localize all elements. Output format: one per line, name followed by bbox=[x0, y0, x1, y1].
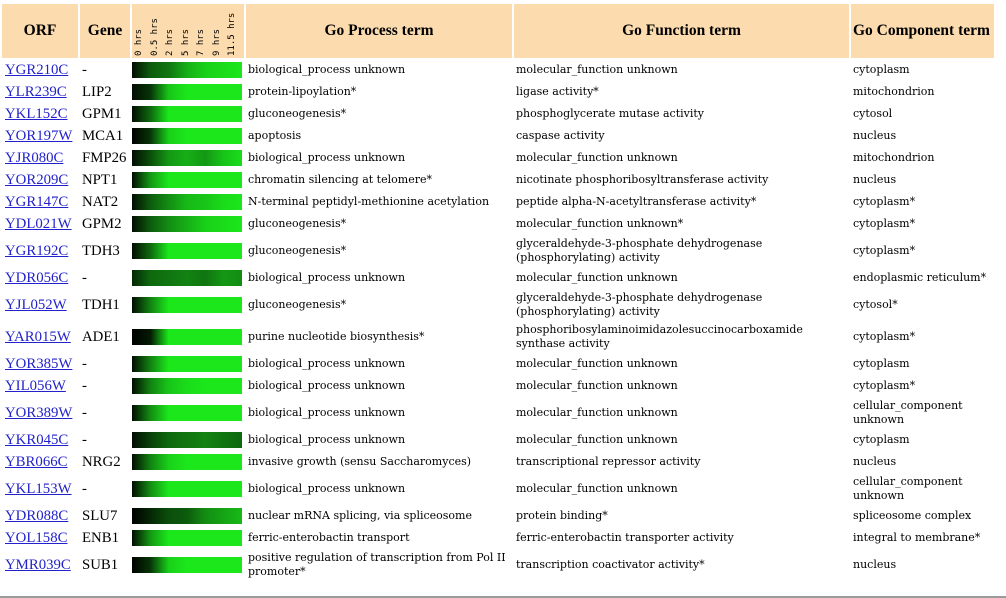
expression-heatmap-cell bbox=[132, 398, 244, 428]
expression-heatmap-cell bbox=[132, 104, 244, 124]
expression-heatmap-cell bbox=[132, 236, 244, 266]
orf-cell bbox=[2, 354, 78, 374]
table-row bbox=[2, 550, 994, 580]
header-gene: Gene bbox=[80, 4, 130, 58]
orf-link[interactable]: YJR080C bbox=[5, 149, 64, 166]
orf-cell bbox=[2, 430, 78, 450]
gene-cell: - bbox=[82, 480, 87, 497]
orf-link[interactable]: YBR066C bbox=[5, 453, 68, 470]
expression-heatmap-cell bbox=[132, 126, 244, 146]
go-process-cell: protein-lipoylation* bbox=[248, 85, 357, 98]
orf-link[interactable]: YOL158C bbox=[5, 529, 68, 546]
go-process-cell: biological_process unknown bbox=[248, 433, 406, 446]
go-process-cell: nuclear mRNA splicing, via spliceosome bbox=[248, 509, 472, 522]
orf-cell bbox=[2, 550, 78, 580]
expression-heatmap-bar bbox=[132, 329, 242, 345]
orf-cell bbox=[2, 290, 78, 320]
table-row bbox=[2, 290, 994, 320]
table-row bbox=[2, 268, 994, 288]
gene-cell: - bbox=[82, 404, 87, 421]
expression-heatmap-bar bbox=[132, 216, 242, 232]
go-function-cell: glyceraldehyde-3-phosphate dehydrogenase (phosphorylating) activity bbox=[516, 237, 763, 264]
go-function-cell: transcriptional repressor activity bbox=[516, 455, 701, 468]
expression-heatmap-cell bbox=[132, 322, 244, 352]
expression-heatmap-cell bbox=[132, 82, 244, 102]
table-row bbox=[2, 322, 994, 352]
timepoint-label: 9 hrs bbox=[211, 28, 222, 56]
table-row bbox=[2, 60, 994, 80]
orf-link[interactable]: YDR088C bbox=[5, 507, 69, 524]
go-component-cell: cytoplasm bbox=[853, 63, 910, 76]
expression-heatmap-bar bbox=[132, 557, 242, 573]
go-function-cell: ferric-enterobactin transporter activity bbox=[516, 531, 734, 544]
gene-cell: - bbox=[82, 269, 87, 286]
go-component-cell: cytosol bbox=[853, 107, 893, 120]
go-function-cell: molecular_function unknown* bbox=[516, 217, 684, 230]
go-function-cell: ligase activity* bbox=[516, 85, 599, 98]
table-row bbox=[2, 236, 994, 266]
table-row bbox=[2, 452, 994, 472]
table-row bbox=[2, 170, 994, 190]
orf-cell bbox=[2, 376, 78, 396]
expression-heatmap-cell bbox=[132, 214, 244, 234]
expression-heatmap-cell bbox=[132, 452, 244, 472]
orf-link[interactable]: YOR389W bbox=[5, 404, 73, 421]
orf-link[interactable]: YGR147C bbox=[5, 193, 69, 210]
header-go-process: Go Process term bbox=[246, 4, 512, 58]
expression-heatmap-cell bbox=[132, 60, 244, 80]
expression-heatmap-bar bbox=[132, 106, 242, 122]
results-body bbox=[2, 60, 994, 580]
go-process-cell: invasive growth (sensu Saccharomyces) bbox=[248, 455, 472, 468]
gene-cell: - bbox=[82, 61, 87, 78]
timepoint-label: 2 hrs bbox=[165, 28, 175, 56]
expression-heatmap-cell bbox=[132, 376, 244, 396]
orf-cell bbox=[2, 192, 78, 212]
orf-link[interactable]: YIL056W bbox=[5, 377, 66, 394]
go-process-cell: biological_process unknown bbox=[248, 63, 406, 76]
timepoint-label: 0.5 hrs bbox=[149, 18, 160, 56]
orf-link[interactable]: YKL153W bbox=[5, 480, 72, 497]
orf-cell bbox=[2, 148, 78, 168]
go-component-cell: cellular_component unknown bbox=[853, 399, 963, 426]
expression-heatmap-bar bbox=[132, 297, 242, 313]
table-row bbox=[2, 506, 994, 526]
go-function-cell: phosphoribosylaminoimidazolesuccinocarboxamide synthase activity bbox=[516, 323, 803, 350]
gene-cell: NRG2 bbox=[82, 453, 121, 470]
go-process-cell: gluconeogenesis* bbox=[248, 107, 347, 120]
expression-heatmap-bar bbox=[132, 172, 242, 188]
orf-link[interactable]: YAR015W bbox=[5, 328, 71, 345]
expression-heatmap-bar bbox=[132, 128, 242, 144]
go-component-cell: nucleus bbox=[853, 173, 897, 186]
header-go-component: Go Component term bbox=[851, 4, 994, 58]
go-function-cell: nicotinate phosphoribosyltransferase activity bbox=[516, 173, 769, 186]
expression-heatmap-bar bbox=[132, 150, 242, 166]
timepoint-label: 5 hrs bbox=[180, 28, 191, 56]
expression-heatmap-cell bbox=[132, 506, 244, 526]
orf-cell bbox=[2, 322, 78, 352]
gene-cell: SLU7 bbox=[82, 507, 118, 524]
expression-heatmap-bar bbox=[132, 378, 242, 394]
go-function-cell: caspase activity bbox=[516, 129, 605, 142]
timepoint-label: 0 hrs bbox=[134, 28, 144, 56]
expression-heatmap-bar bbox=[132, 508, 242, 524]
go-function-cell: molecular_function unknown bbox=[516, 482, 678, 495]
orf-cell bbox=[2, 214, 78, 234]
orf-link[interactable]: YJL052W bbox=[5, 296, 67, 313]
expression-heatmap-bar bbox=[132, 454, 242, 470]
gene-cell: FMP26 bbox=[82, 149, 127, 166]
go-process-cell: biological_process unknown bbox=[248, 406, 406, 419]
expression-heatmap-bar bbox=[132, 481, 242, 497]
gene-cell: - bbox=[82, 377, 87, 394]
go-function-cell: molecular_function unknown bbox=[516, 151, 678, 164]
orf-cell bbox=[2, 268, 78, 288]
go-process-cell: ferric-enterobactin transport bbox=[248, 531, 410, 544]
orf-cell bbox=[2, 398, 78, 428]
orf-link[interactable]: YDL021W bbox=[5, 215, 72, 232]
go-function-cell: peptide alpha-N-acetyltransferase activity* bbox=[516, 195, 757, 208]
go-process-cell: chromatin silencing at telomere* bbox=[248, 173, 432, 186]
orf-cell bbox=[2, 82, 78, 102]
expression-heatmap-bar bbox=[132, 84, 242, 100]
table-row bbox=[2, 354, 994, 374]
go-process-cell: biological_process unknown bbox=[248, 482, 406, 495]
orf-link[interactable]: YOR385W bbox=[5, 355, 73, 372]
expression-heatmap-bar bbox=[132, 243, 242, 259]
orf-cell bbox=[2, 126, 78, 146]
go-function-cell: molecular_function unknown bbox=[516, 271, 678, 284]
gene-cell: TDH3 bbox=[82, 242, 120, 259]
orf-cell bbox=[2, 236, 78, 266]
go-function-cell: molecular_function unknown bbox=[516, 406, 678, 419]
go-component-cell: cellular_component unknown bbox=[853, 475, 963, 502]
orf-cell bbox=[2, 474, 78, 504]
go-function-cell: molecular_function unknown bbox=[516, 357, 678, 370]
expression-heatmap-cell bbox=[132, 354, 244, 374]
go-process-cell: positive regulation of transcription from Pol II promoter* bbox=[248, 551, 506, 578]
go-process-cell: biological_process unknown bbox=[248, 271, 406, 284]
gene-cell: LIP2 bbox=[82, 83, 112, 100]
timepoint-label: 7 hrs bbox=[196, 28, 206, 56]
orf-cell bbox=[2, 170, 78, 190]
orf-link[interactable]: YKL152C bbox=[5, 105, 68, 122]
go-process-cell: gluconeogenesis* bbox=[248, 244, 347, 257]
go-component-cell: nucleus bbox=[853, 455, 897, 468]
gene-cell: NAT2 bbox=[82, 193, 119, 210]
gene-cell: - bbox=[82, 355, 87, 372]
table-row bbox=[2, 474, 994, 504]
go-process-cell: biological_process unknown bbox=[248, 357, 406, 370]
go-process-cell: biological_process unknown bbox=[248, 379, 406, 392]
table-row bbox=[2, 398, 994, 428]
results-table bbox=[0, 2, 996, 582]
orf-link[interactable]: YOR197W bbox=[5, 127, 73, 144]
table-row bbox=[2, 192, 994, 212]
go-component-cell: cytoplasm bbox=[853, 433, 910, 446]
go-function-cell: molecular_function unknown bbox=[516, 379, 678, 392]
go-process-cell: purine nucleotide biosynthesis* bbox=[248, 330, 425, 343]
table-row bbox=[2, 430, 994, 450]
header-orf: ORF bbox=[2, 4, 78, 58]
go-component-cell: cytoplasm* bbox=[853, 195, 916, 208]
orf-link[interactable]: YLR239C bbox=[5, 83, 67, 100]
table-row bbox=[2, 148, 994, 168]
go-function-cell: molecular_function unknown bbox=[516, 63, 678, 76]
table-row bbox=[2, 376, 994, 396]
expression-heatmap-cell bbox=[132, 528, 244, 548]
go-component-cell: mitochondrion bbox=[853, 85, 935, 98]
table-row bbox=[2, 82, 994, 102]
go-component-cell: nucleus bbox=[853, 129, 897, 142]
gene-cell: MCA1 bbox=[82, 127, 124, 144]
orf-cell bbox=[2, 452, 78, 472]
timepoint-labels bbox=[132, 6, 242, 56]
go-component-cell: endoplasmic reticulum* bbox=[853, 271, 987, 284]
gene-cell: ADE1 bbox=[82, 328, 120, 345]
header-timepoints bbox=[132, 4, 244, 58]
orf-link[interactable]: YGR192C bbox=[5, 242, 69, 259]
go-function-cell: molecular_function unknown bbox=[516, 433, 678, 446]
gene-cell: GPM1 bbox=[82, 105, 122, 122]
orf-cell bbox=[2, 506, 78, 526]
go-component-cell: cytoplasm bbox=[853, 357, 910, 370]
go-component-cell: spliceosome complex bbox=[853, 509, 972, 522]
go-component-cell: nucleus bbox=[853, 558, 897, 571]
go-function-cell: glyceraldehyde-3-phosphate dehydrogenase (phosphorylating) activity bbox=[516, 291, 763, 318]
expression-heatmap-cell bbox=[132, 192, 244, 212]
go-component-cell: integral to membrane* bbox=[853, 531, 981, 544]
orf-link[interactable]: YGR210C bbox=[5, 61, 69, 78]
gene-cell: SUB1 bbox=[82, 556, 119, 573]
expression-heatmap-bar bbox=[132, 356, 242, 372]
go-process-cell: gluconeogenesis* bbox=[248, 217, 347, 230]
table-row bbox=[2, 214, 994, 234]
orf-link[interactable]: YMR039C bbox=[5, 556, 71, 573]
expression-heatmap-cell bbox=[132, 474, 244, 504]
expression-heatmap-cell bbox=[132, 148, 244, 168]
go-function-cell: transcription coactivator activity* bbox=[516, 558, 705, 571]
table-row bbox=[2, 104, 994, 124]
go-component-cell: cytoplasm* bbox=[853, 217, 916, 230]
go-process-cell: apoptosis bbox=[248, 129, 302, 142]
orf-link[interactable]: YKR045C bbox=[5, 431, 69, 448]
go-process-cell: biological_process unknown bbox=[248, 151, 406, 164]
expression-heatmap-cell bbox=[132, 430, 244, 450]
table-row bbox=[2, 126, 994, 146]
gene-cell: TDH1 bbox=[82, 296, 120, 313]
expression-heatmap-bar bbox=[132, 62, 242, 78]
header-go-function: Go Function term bbox=[514, 4, 849, 58]
expression-heatmap-cell bbox=[132, 290, 244, 320]
expression-heatmap-bar bbox=[132, 432, 242, 448]
expression-heatmap-bar bbox=[132, 194, 242, 210]
go-component-cell: cytoplasm* bbox=[853, 244, 916, 257]
orf-cell bbox=[2, 528, 78, 548]
go-function-cell: protein binding* bbox=[516, 509, 608, 522]
go-component-cell: cytoplasm* bbox=[853, 330, 916, 343]
expression-heatmap-bar bbox=[132, 530, 242, 546]
gene-cell: - bbox=[82, 431, 87, 448]
gene-cell: NPT1 bbox=[82, 171, 118, 188]
table-row bbox=[2, 528, 994, 548]
expression-heatmap-cell bbox=[132, 550, 244, 580]
go-function-cell: phosphoglycerate mutase activity bbox=[516, 107, 704, 120]
go-process-cell: gluconeogenesis* bbox=[248, 298, 347, 311]
go-component-cell: cytoplasm* bbox=[853, 379, 916, 392]
expression-heatmap-cell bbox=[132, 170, 244, 190]
orf-link[interactable]: YDR056C bbox=[5, 269, 69, 286]
go-component-cell: mitochondrion bbox=[853, 151, 935, 164]
expression-heatmap-bar bbox=[132, 270, 242, 286]
orf-link[interactable]: YOR209C bbox=[5, 171, 69, 188]
orf-cell bbox=[2, 104, 78, 124]
header-row bbox=[2, 4, 994, 58]
expression-heatmap-cell bbox=[132, 268, 244, 288]
expression-heatmap-bar bbox=[132, 405, 242, 421]
timepoint-label: 11.5 hrs bbox=[227, 12, 237, 56]
go-process-cell: N-terminal peptidyl-methionine acetylation bbox=[248, 195, 490, 208]
go-component-cell: cytosol* bbox=[853, 298, 898, 311]
gene-cell: GPM2 bbox=[82, 215, 122, 232]
orf-cell bbox=[2, 60, 78, 80]
gene-cell: ENB1 bbox=[82, 529, 119, 546]
